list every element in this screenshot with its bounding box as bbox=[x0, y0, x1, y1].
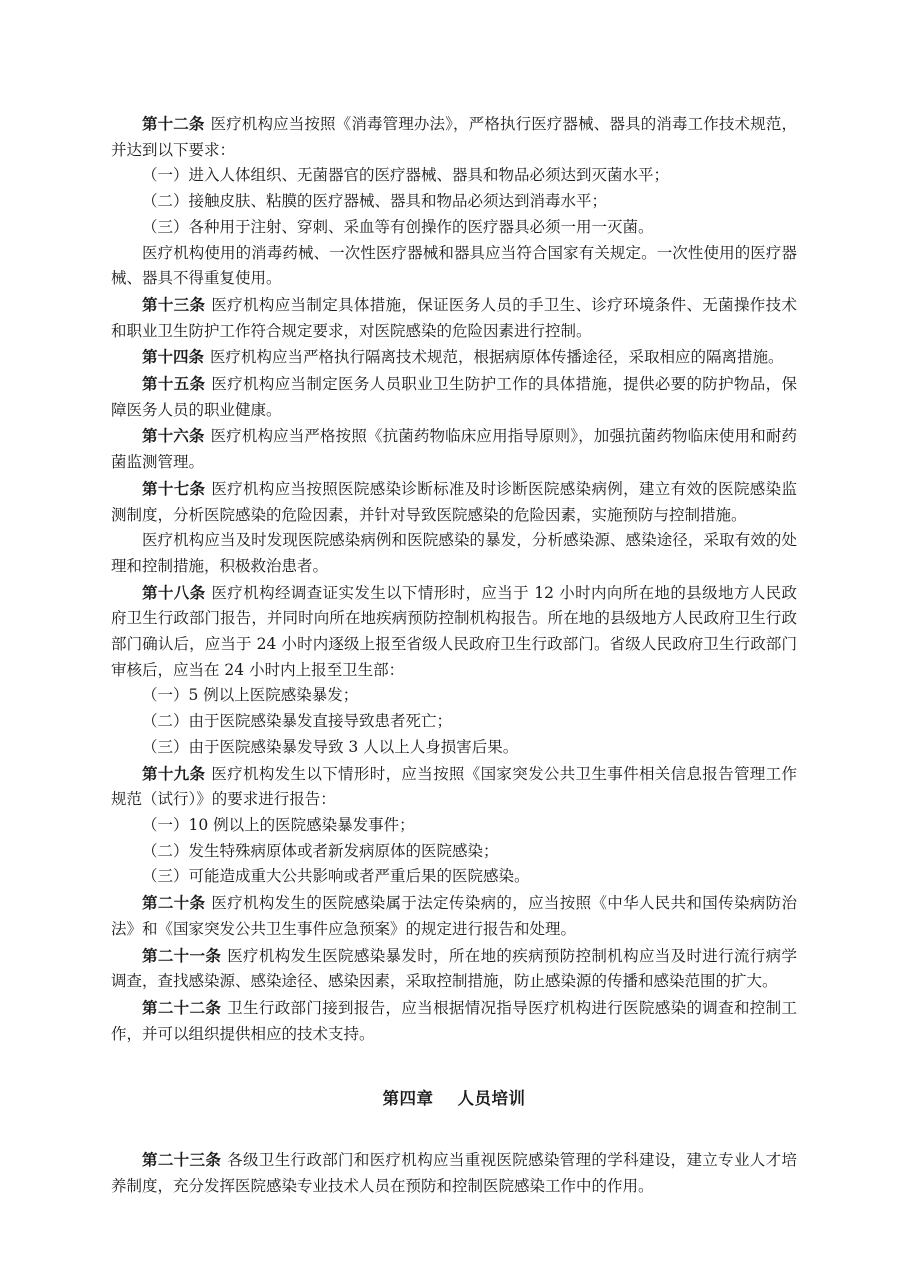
article-16 bbox=[111, 423, 797, 475]
article-label: 第二十二条 bbox=[142, 997, 222, 1017]
article-label: 第十九条 bbox=[142, 763, 206, 783]
chapter-number: 第四章 bbox=[382, 1089, 434, 1109]
article-text: 医疗机构发生医院感染暴发时，所在地的疾病预防控制机构应当及时进行流行病学调查，查找感染源、感染途径、感染因素，采取控制措施，防止感染源的传播和感染范围的扩大。 bbox=[111, 946, 797, 991]
article-21 bbox=[111, 943, 797, 995]
paragraph: 医疗机构使用的消毒药械、一次性医疗器械和器具应当符合国家有关规定。一次性使用的医疗器械、器具不得重复使用。 bbox=[111, 243, 797, 288]
article-12 bbox=[111, 111, 797, 163]
article-label: 第十三条 bbox=[142, 294, 206, 314]
chapter-heading bbox=[111, 1085, 797, 1109]
article-label: 第十四条 bbox=[142, 347, 205, 367]
list-item: （三）由于医院感染暴发导致 3 人以上人身损害后果。 bbox=[142, 737, 519, 756]
article-text: 医疗机构应当制定具体措施，保证医务人员的手卫生、诊疗环境条件、无菌操作技术和职业卫生防护工作符合规定要求，对医院感染的危险因素进行控制。 bbox=[111, 295, 797, 340]
article-text: 医疗机构经调查证实发生以下情形时，应当于 12 小时内向所在地的县级地方人民政府卫生行政部门报告，并同时向所在地疾病预防控制机构报告。所在地的县级地方人民政府卫生行政部门确认后，应当于 24 小时内逐级上报至省级人民政府卫生行政部门。省级人民政府卫生行政部门审核后，应当在 24 小时内上报至卫生部： bbox=[111, 583, 797, 679]
article-text: 医疗机构应当按照医院感染诊断标准及时诊断医院感染病例，建立有效的医院感染监测制度，分析医院感染的危险因素，并针对导致医院感染的危险因素，实施预防与控制措施。 bbox=[111, 479, 797, 524]
article-17 bbox=[111, 476, 797, 528]
article-label: 第二十三条 bbox=[142, 1150, 222, 1170]
article-22 bbox=[111, 995, 797, 1047]
article-text: 卫生行政部门接到报告，应当根据情况指导医疗机构进行医院感染的调查和控制工作，并可以组织提供相应的技术支持。 bbox=[111, 998, 797, 1043]
article-label: 第十七条 bbox=[142, 478, 206, 498]
article-label: 第十二条 bbox=[142, 114, 205, 133]
article-label: 第十六条 bbox=[142, 426, 205, 446]
article-label: 第十五条 bbox=[142, 374, 206, 394]
article-15 bbox=[111, 371, 797, 423]
list-item: （一）5 例以上医院感染暴发； bbox=[142, 686, 359, 705]
list-item: （一）进入人体组织、无菌器官的医疗器械、器具和物品必须达到灭菌水平； bbox=[142, 166, 670, 185]
paragraph: 医疗机构应当及时发现医院感染病例和医院感染的暴发，分析感染源、感染途径，采取有效的处理和控制措施，积极救治患者。 bbox=[111, 531, 797, 575]
list-item: （二）接触皮肤、粘膜的医疗器械、器具和物品必须达到消毒水平； bbox=[142, 192, 608, 211]
article-label: 第二十一条 bbox=[142, 945, 222, 965]
article-text: 医疗机构应当严格按照《抗菌药物临床应用指导原则》，加强抗菌药物临床使用和耐药菌监测管理。 bbox=[111, 427, 797, 472]
article-label: 第二十条 bbox=[142, 893, 206, 913]
article-13 bbox=[111, 292, 797, 344]
article-text: 各级卫生行政部门和医疗机构应当重视医院感染管理的学科建设，建立专业人才培养制度，充分发挥医院感染专业技术人员在预防和控制医院感染工作中的作用。 bbox=[111, 1151, 797, 1196]
article-19 bbox=[111, 761, 797, 813]
article-text: 医疗机构应当按照《消毒管理办法》，严格执行医疗器械、器具的消毒工作技术规范，并达到以下要求： bbox=[111, 115, 797, 159]
article-text: 医疗机构应当严格执行隔离技术规范，根据病原体传播途径，采取相应的隔离措施。 bbox=[210, 348, 784, 367]
list-item: （二）发生特殊病原体或者新发病原体的医院感染； bbox=[142, 841, 499, 860]
article-20 bbox=[111, 890, 797, 942]
article-23 bbox=[111, 1147, 797, 1199]
document-page bbox=[111, 111, 797, 1200]
article-18 bbox=[111, 580, 797, 684]
article-14 bbox=[111, 344, 797, 371]
article-text: 医疗机构发生以下情形时，应当按照《国家突发公共卫生事件相关信息报告管理工作规范（试行）》的要求进行报告： bbox=[111, 764, 797, 809]
chapter-title: 人员培训 bbox=[457, 1089, 526, 1109]
article-text: 医疗机构发生的医院感染属于法定传染病的，应当按照《中华人民共和国传染病防治法》和《国家突发公共卫生事件应急预案》的规定进行报告和处理。 bbox=[111, 894, 797, 938]
list-item: （三）各种用于注射、穿刺、采血等有创操作的医疗器具必须一用一灭菌。 bbox=[142, 217, 654, 236]
article-label: 第十八条 bbox=[142, 582, 206, 602]
list-item: （一）10 例以上的医院感染暴发事件； bbox=[142, 815, 415, 834]
list-item: （二）由于医院感染暴发直接导致患者死亡； bbox=[142, 712, 453, 731]
list-item: （三）可能造成重大公共影响或者严重后果的医院感染。 bbox=[142, 867, 530, 886]
article-text: 医疗机构应当制定医务人员职业卫生防护工作的具体措施，提供必要的防护物品，保障医务人员的职业健康。 bbox=[111, 375, 797, 419]
